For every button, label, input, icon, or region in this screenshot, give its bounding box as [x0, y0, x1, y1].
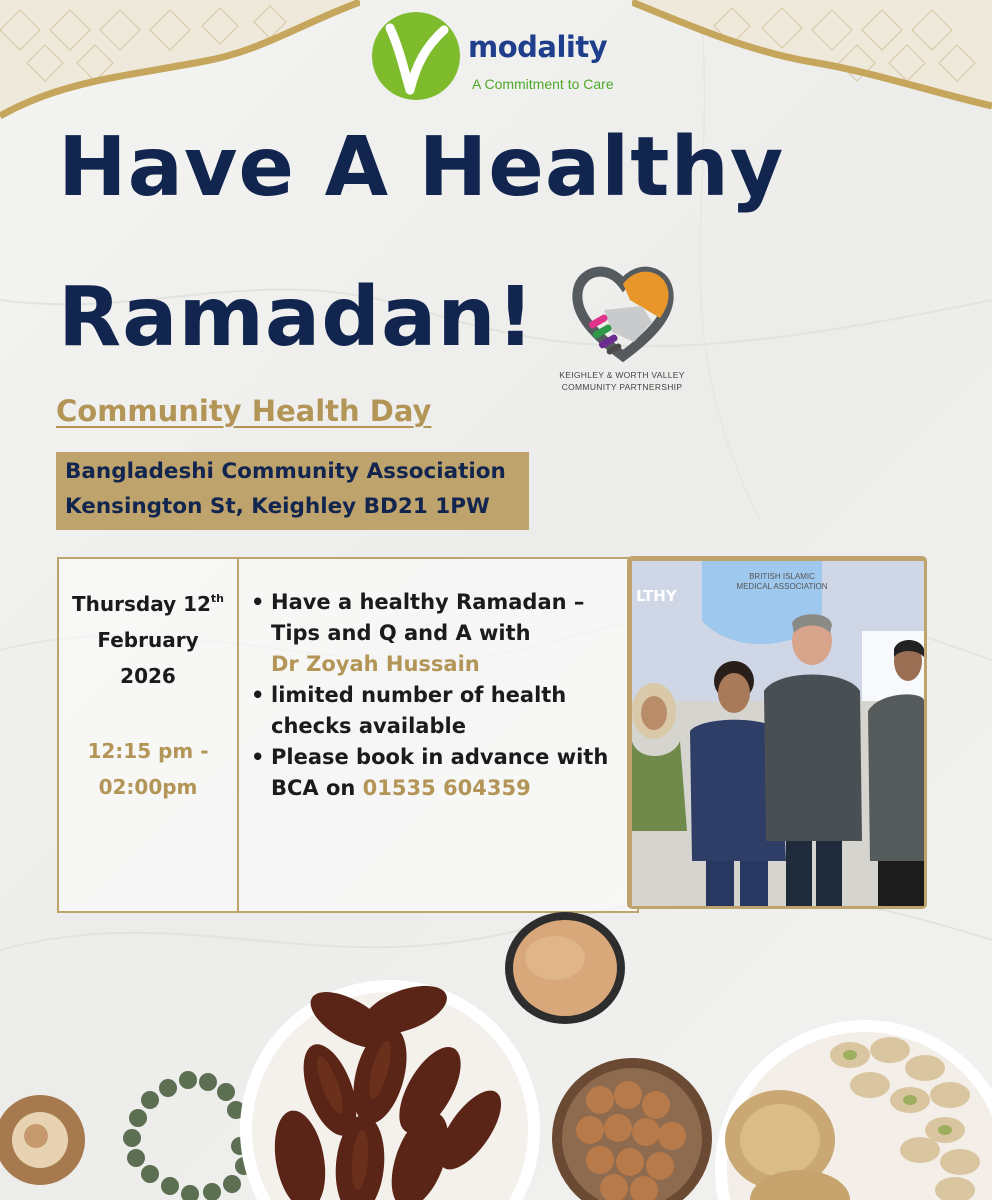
list-item — [251, 680, 631, 742]
event-day-line — [59, 581, 237, 622]
event-details-list — [251, 587, 631, 804]
event-info-box — [57, 557, 639, 913]
partner-logo — [552, 258, 692, 398]
photo-banner-line-1: BRITISH ISLAMIC — [749, 572, 815, 581]
venue-name: Bangladeshi Community Association — [65, 459, 506, 484]
ornament-arch-right — [632, 0, 992, 110]
event-month: February — [97, 628, 199, 652]
event-time-end: 02:00pm — [98, 775, 198, 799]
venue-address: Kensington St, Keighley BD21 1PW — [65, 494, 490, 519]
event-date — [59, 581, 237, 694]
logo-tagline: A Commitment to Care — [472, 76, 614, 92]
modality-leaf-icon — [370, 10, 462, 102]
partner-name-line-2: COMMUNITY PARTNERSHIP — [561, 382, 683, 392]
event-day: Thursday 12 — [71, 592, 211, 616]
detail-booking-text: Please book in advance with BCA on — [271, 745, 609, 800]
team-photo — [632, 561, 924, 906]
venue-box — [56, 452, 529, 530]
headline-line-2: Ramadan! — [58, 270, 536, 365]
event-subtitle: Community Health Day — [56, 394, 432, 428]
detail-tips-text: Have a healthy Ramadan – Tips and Q and A with — [271, 590, 585, 645]
event-day-suffix: th — [210, 592, 224, 605]
food-illustration — [0, 900, 992, 1200]
photo-screen-text: LTHY — [636, 587, 677, 605]
headline-line-1: Have A Healthy — [58, 120, 785, 215]
event-time — [59, 733, 237, 805]
speaker-name: Dr Zoyah Hussain — [271, 652, 480, 676]
photo-banner-line-2: MEDICAL ASSOCIATION — [736, 582, 828, 591]
partner-name-line-1: KEIGHLEY & WORTH VALLEY — [559, 370, 685, 380]
modality-logo — [370, 10, 630, 105]
column-divider — [237, 559, 239, 911]
booking-phone: 01535 604359 — [362, 776, 531, 800]
detail-health-checks-text: limited number of health checks available — [271, 683, 567, 738]
logo-name: modality — [468, 30, 608, 64]
event-time-start: 12:15 pm - — [87, 739, 209, 763]
list-item — [251, 587, 631, 680]
heart-handshake-icon — [568, 258, 678, 368]
event-year: 2026 — [120, 664, 176, 688]
list-item — [251, 742, 631, 804]
ornament-arch-left — [0, 0, 360, 120]
